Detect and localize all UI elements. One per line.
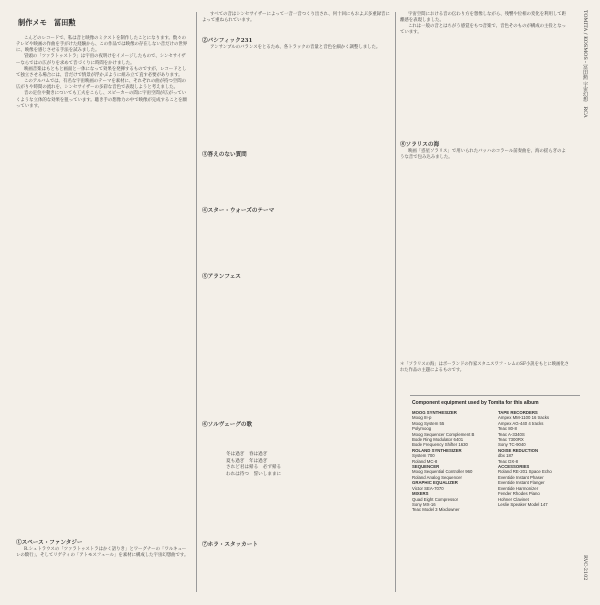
equip-item: Quad Eight Compressor xyxy=(412,496,459,502)
equip-item: Bode Ring Modulator 6401 xyxy=(412,437,464,443)
item-solveig-song: ⑥ソルヴェーグの歌 xyxy=(202,422,253,428)
center-paragraph-1: すべての音はシンセサイザーによって一音一音つくり出され、何十回にもおよぶ多重録音によって重ねられています。 xyxy=(202,12,390,24)
equip-cat-roland: ROLAND SYNTHESIZER xyxy=(412,447,462,453)
equip-item: Eventide Instant Phaser xyxy=(498,474,544,480)
equip-item: Moog System 55 xyxy=(412,420,445,426)
spine-text: TOMITA / KOSMOS・冨田勲 宇宙幻想 RCA xyxy=(582,10,588,118)
lyric-line-2: 夏も過ぎ 年は過ぎ xyxy=(226,458,268,464)
equip-item: Leslie Speaker Model 147 xyxy=(498,501,548,507)
equip-item: Roland Analog Sequencer xyxy=(412,474,462,480)
equip-item: Teac DX-8 xyxy=(498,458,519,464)
equip-item: Eventide Instant Flanger xyxy=(498,480,545,486)
center-lower xyxy=(202,420,390,429)
equip-item: Moog III-p xyxy=(412,415,432,421)
lyric-line-3: されど君は帰る 必ず帰る xyxy=(226,465,282,471)
item-hora-staccato: ⑦ホラ・スタッカート xyxy=(202,542,258,548)
lyrics-block xyxy=(226,452,376,478)
memo-paragraph-5: 音の定位や動きについても工夫をこらし、スピーカーの間に宇宙空間が広がっていくような立体的な効果を狙っています。聴き手の想像力の中で映像が完成することを願っています。 xyxy=(16,91,187,109)
column-divider-left xyxy=(196,12,197,592)
item-star-wars: ④スター・ウォーズのテーマ xyxy=(202,208,275,215)
equip-item: System 700 xyxy=(412,453,435,459)
memo-paragraph-3: 映画音楽はもともと画面と一体になって効果を発揮するものですが、レコードとして独立させる場合には、音だけで情景が浮かぶように組み立て直す必要があります。 xyxy=(16,66,187,78)
equip-item: Eventide Harmonizer xyxy=(498,485,539,491)
item-unanswered-question: ③答えのない質問 xyxy=(202,152,247,158)
equip-cat-mixers: MIXERS xyxy=(412,491,429,497)
equip-item: Ampex AG-440 4 tracks xyxy=(498,420,544,426)
catalog-number: RVC-2102 xyxy=(582,555,588,581)
equip-cat-moog: MOOG SYNTHESIZER xyxy=(412,410,457,415)
equip-item: Polymoog xyxy=(412,426,432,432)
equip-cat-equalizer: GRAPHIC EQUALIZER xyxy=(412,480,458,486)
equip-cat-noise: NOISE REDUCTION xyxy=(498,447,539,453)
center-body-2 xyxy=(202,150,390,281)
equip-item: Roland MC-8 xyxy=(412,458,438,464)
memo-paragraph-1: こんどのレコードで、私は音と映像のミクストを制作したことになります。数々のテレビや映画の作曲を手がけた経験から、この作品では映像の存在しない音だけの世界に、映像を感じさせる手法を試みました。 xyxy=(16,36,188,54)
equip-item: Teac Model 3 Mixdowner xyxy=(412,507,460,513)
right-paragraph-2: これは一般の音とはちがう感覚をもつ音楽で、音色そのものが構成の主役となっています。 xyxy=(400,24,566,36)
equipment-top-rule xyxy=(410,395,580,396)
equip-cat-sequencer: SEQUENCER xyxy=(412,464,440,470)
right-paragraph-3: 映画「惑星ソラリス」で用いられたバッハのコラール前奏曲を、海の揺らぎのような音で包み込みました。 xyxy=(400,149,566,161)
memo-credit-text: R.シュトラウスの「ツァラトゥストラはかく語りき」とワーグナーの「ワルキューレの騎行」、そしてリゲティの「アトモスフェール」を素材に構成した宇宙幻想曲です。 xyxy=(16,547,189,559)
center-body xyxy=(202,36,390,51)
center-intro xyxy=(202,12,390,24)
memo-paragraph-2: 冒頭の「ツァラトゥストラ」は宇宙の夜明けをイメージしたもので、シンセサイザーならではの広がりを求めて音づくりに時間をかけました。 xyxy=(16,54,186,66)
memo-credit-heading: ①スペース・ファンタジー xyxy=(16,540,83,546)
equip-item: Teac A-3340S xyxy=(498,431,525,437)
memo-title: 制作メモ 冨田勲 xyxy=(18,18,76,27)
item-pacific-231: ②パシフィック231 xyxy=(202,38,253,44)
equip-cat-tape: TAPE RECORDERS xyxy=(498,410,538,415)
equip-cat-accessories: ACCESSORIES xyxy=(498,464,530,470)
equip-item: Teac 7300RX xyxy=(498,437,524,443)
right-body xyxy=(400,12,570,37)
equip-item: Fender Rhodes Piano xyxy=(498,491,540,497)
equipment-title: Component equipment used by Tomita for this album xyxy=(412,400,539,406)
equipment-left xyxy=(412,410,496,513)
right-solaris xyxy=(400,140,570,161)
center-paragraph-2: アンサンブルのバランスをとるため、各トラックの音量と音色を細かく調整しました。 xyxy=(210,45,381,51)
equipment-right xyxy=(498,410,582,507)
equip-item: Moog Sequencer Complement B xyxy=(412,431,475,437)
memo-credit-block xyxy=(16,538,190,559)
equip-item: Hohner Clavinet xyxy=(498,496,529,502)
center-hora xyxy=(202,540,390,549)
equip-item: Teac 80-8 xyxy=(498,426,517,432)
equip-item: Sony MX-16 xyxy=(412,501,436,507)
column-divider-right xyxy=(395,12,396,592)
equip-item: Moog Sequential Controller 960 xyxy=(412,469,473,475)
memo-body xyxy=(16,36,190,110)
equip-item: Roland RE-201 Space Echo xyxy=(498,469,552,475)
right-footnote: ＊「ソラリスの海」はポーランドの作家スタニスワフ・レムのSF小説をもとに映画化された作品の主題によるものです。 xyxy=(400,362,569,373)
equip-item: Victor SEA-7070 xyxy=(412,485,444,491)
memo-paragraph-4: このアルバムでは、有名な宇宙映画のテーマを素材に、それぞれの曲が持つ空間の広がりや時間の流れを、シンセサイザーの多彩な音色で表現しようと考えました。 xyxy=(16,79,186,91)
equip-item: dbx 187 xyxy=(498,453,514,459)
equip-item: Ampex MM-1100 16 tracks xyxy=(498,415,550,421)
item-solaris: ⑧ソラリスの海 xyxy=(400,142,440,148)
lyric-line-1: 冬は過ぎ 春は過ぎ xyxy=(226,452,268,457)
equip-item: Bode Frequency Shifter 1630 xyxy=(412,442,468,448)
equip-item: Sony TC-9040 xyxy=(498,442,526,448)
item-aranjuez: ⑤アランフェス xyxy=(202,274,241,281)
right-paragraph-1: 宇宙空間における音の伝わり方を想像しながら、残響や位相の変化を利用して距離感を表現しました。 xyxy=(400,12,567,24)
lyric-line-4: われは待つ 誓いしままに xyxy=(226,471,282,477)
